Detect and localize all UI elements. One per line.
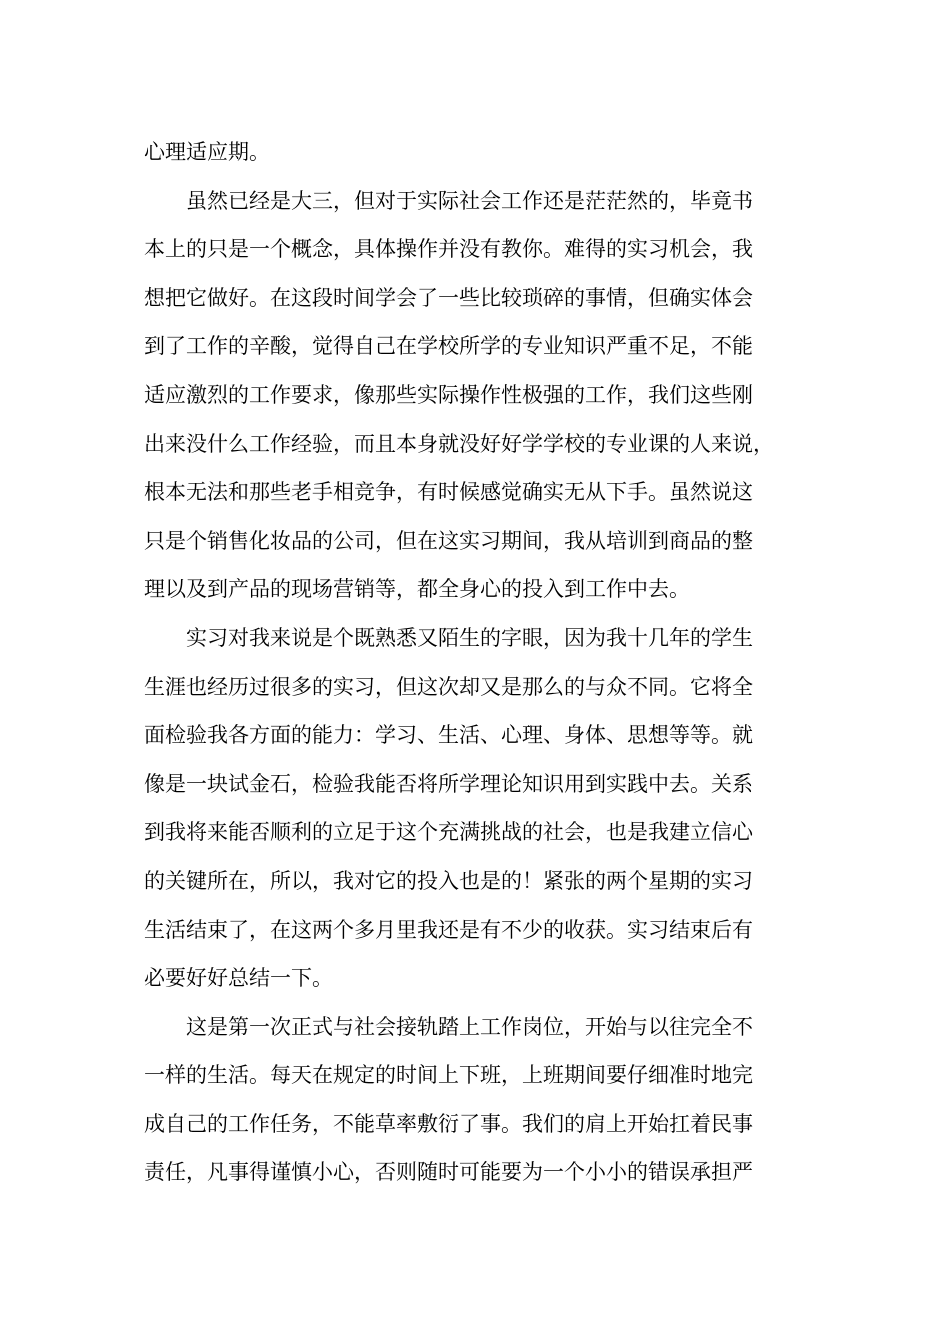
text-line: 责任，凡事得谨慎小心，否则随时可能要为一个小小的错误承担严 [144,1160,753,1185]
text-line: 生涯也经历过很多的实习，但这次却又是那么的与众不同。它将全 [144,674,753,699]
text-line: 到我将来能否顺利的立足于这个充满挑战的社会，也是我建立信心 [144,820,753,845]
text-line: 一样的生活。每天在规定的时间上下班，上班期间要仔细准时地完 [144,1063,753,1088]
text-line: 心理适应期。 [144,140,270,164]
text-line: 像是一块试金石，检验我能否将所学理论知识用到实践中去。关系 [144,771,753,796]
text-line: 成自己的工作任务，不能草率敷衍了事。我们的肩上开始扛着民事 [144,1111,753,1136]
text-line: 这是第一次正式与社会接轨踏上工作岗位，开始与以往完全不 [144,1014,753,1039]
body-text [144,128,824,1197]
text-line: 理以及到产品的现场营销等，都全身心的投入到工作中去。 [144,577,690,602]
text-line: 根本无法和那些老手相竞争，有时候感觉确实无从下手。虽然说这 [144,480,753,505]
text-line: 的关键所在，所以，我对它的投入也是的！紧张的两个星期的实习 [144,868,753,893]
text-line: 适应激烈的工作要求，像那些实际操作性极强的工作，我们这些刚 [144,382,753,407]
text-line: 只是个销售化妆品的公司，但在这实习期间，我从培训到商品的整 [144,528,753,553]
text-line: 必要好好总结一下。 [144,966,333,991]
text-line: 到了工作的辛酸，觉得自己在学校所学的专业知识严重不足，不能 [144,334,753,359]
text-line: 生活结束了，在这两个多月里我还是有不少的收获。实习结束后有 [144,917,753,942]
text-line: 本上的只是一个概念，具体操作并没有教你。难得的实习机会，我 [144,237,753,262]
text-line: 虽然已经是大三，但对于实际社会工作还是茫茫然的，毕竟书 [144,188,753,213]
text-line: 出来没什么工作经验，而且本身就没好好学学校的专业课的人来说， [144,431,774,456]
text-line: 面检验我各方面的能力：学习、生活、心理、身体、思想等等。就 [144,723,753,748]
text-line: 想把它做好。在这段时间学会了一些比较琐碎的事情，但确实体会 [144,285,753,310]
text-line: 实习对我来说是个既熟悉又陌生的字眼，因为我十几年的学生 [144,625,753,650]
